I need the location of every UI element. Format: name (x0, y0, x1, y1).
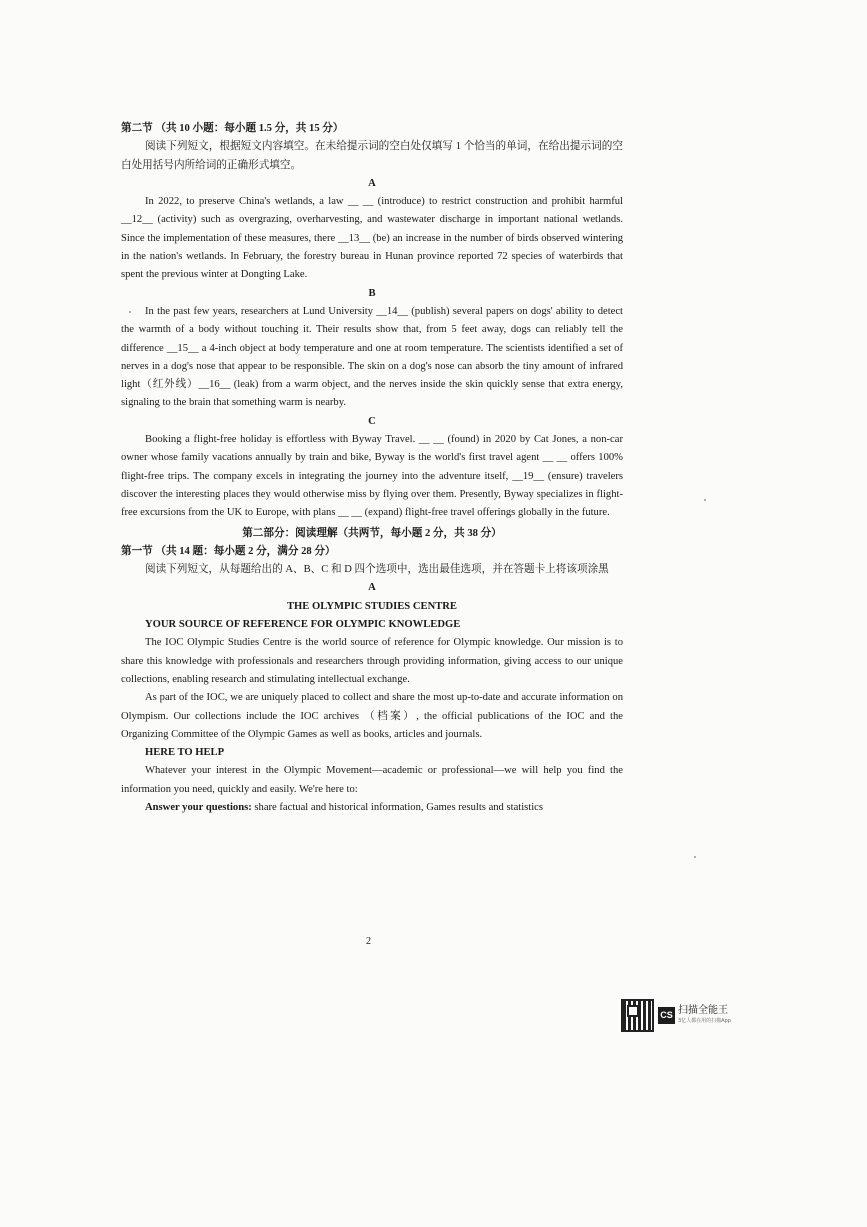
scan-speck (704, 499, 706, 501)
passage-a-label: A (368, 177, 376, 189)
scanner-tagline: 3亿人都在用的扫描App (678, 1018, 731, 1024)
passage-a-text: In 2022, to preserve China's wetlands, a law __ __ (introduce) to restrict construction and prohibit harmful __12__ (activity) such as overgrazing, overharvesting, and wastewater discharge in important national wetlands. Since the implementation of these measures, there __13__ (be) an increase in the number of birds observed wintering in the nation's wetlands. In February, the forestry bureau in Hunan province reported 72 species of waterbirds that spent the previous winter at Dongting Lake. (121, 196, 623, 281)
passage-b-label: B (368, 287, 376, 299)
part2-title: 第二部分：阅读理解（共两节，每小题 2 分，共 38 分） (242, 527, 502, 539)
olympic-para-3: Whatever your interest in the Olympic Movement—academic or professional—we will help you find the information you need, quickly and easily. We're here to: (121, 765, 623, 795)
scanner-app-name: 扫描全能王 (678, 1005, 728, 1016)
olympic-subheading: YOUR SOURCE OF REFERENCE FOR OLYMPIC KNOWLEDGE (145, 619, 461, 631)
section2-instructions: 阅读下列短文，根据短文内容填空。在未给提示词的空白处仅填写 1 个恰当的单词，在给出提示词的空白处用括号内所给词的正确形式填空。 (121, 141, 623, 171)
list-item-label: Answer your questions: (145, 801, 252, 813)
scanner-text (678, 1005, 731, 1025)
section2-title: 第二节 （共 10 小题：每小题 1.5 分，共 15 分） (121, 123, 344, 134)
olympic-para-1: The IOC Olympic Studies Centre is the world source of reference for Olympic knowledge. Our mission is to share this knowledge with professionals and researchers through providing information, giving access to our unique collections, enabling research and stimulating intellectual exchange. (121, 637, 623, 685)
camscanner-logo-icon: CS (658, 1007, 675, 1024)
qr-code-icon (621, 999, 654, 1032)
scan-speck (129, 311, 131, 313)
olympic-list-item-1 (121, 799, 623, 817)
olympic-heading: THE OLYMPIC STUDIES CENTRE (286, 600, 458, 612)
here-to-help-heading: HERE TO HELP (145, 747, 225, 759)
part2-instructions: 阅读下列短文，从每题给出的 A、B、C 和 D 四个选项中，选出最佳选项，并在答题卡上将该项涂黑 (145, 564, 609, 576)
scanner-watermark (621, 997, 751, 1033)
reading-passage-label: A (368, 582, 376, 594)
scan-speck (694, 856, 696, 858)
passage-c-text: Booking a flight-free holiday is effortless with Byway Travel. __ __ (found) in 2020 by Cat Jones, a non-car owner whose family vacations annually by train and bike, Byway is the world's first travel agent __ __ offers 100% flight-free trips. The company excels in integrating the journey into the adventure itself, __19__ (ensure) travelers discover the interesting places they would otherwise miss by flying over them. Presently, Byway specializes in flight-free excursions from the UK to Europe, with plans __ __ (expand) flight-free travel offerings globally in the future. (121, 434, 623, 519)
list-item-text: share factual and historical information, Games results and statistics (251, 801, 543, 813)
page-content (121, 120, 623, 817)
page-number: 2 (366, 936, 371, 947)
part2-section1-title: 第一节 （共 14 题：每小题 2 分，满分 28 分） (121, 545, 336, 557)
olympic-para-2: As part of the IOC, we are uniquely placed to collect and share the most up-to-date and accurate information on Olympism. Our collections include the IOC archives （档案）, the official publications of the IOC and the Organizing Committee of the Olympic Games as well as books, articles and journals. (121, 692, 623, 740)
passage-c-label: C (368, 415, 376, 427)
passage-b-text: In the past few years, researchers at Lund University __14__ (publish) several papers on dogs' ability to detect the warmth of a body without touching it. Their results show that, from 5 feet away, dogs can reliably tell the difference __15__ a 4-inch object at body temperature and one at room temperature. The scientists identified a set of nerves in a dog's nose that appear to be responsible. The skin on a dog's nose can absorb the tiny amount of infrared light（红外线）__16__ (leak) from a warm object, and the nerves inside the skin quickly sense that extra energy, signaling to the brain that something warm is nearby. (121, 305, 623, 409)
